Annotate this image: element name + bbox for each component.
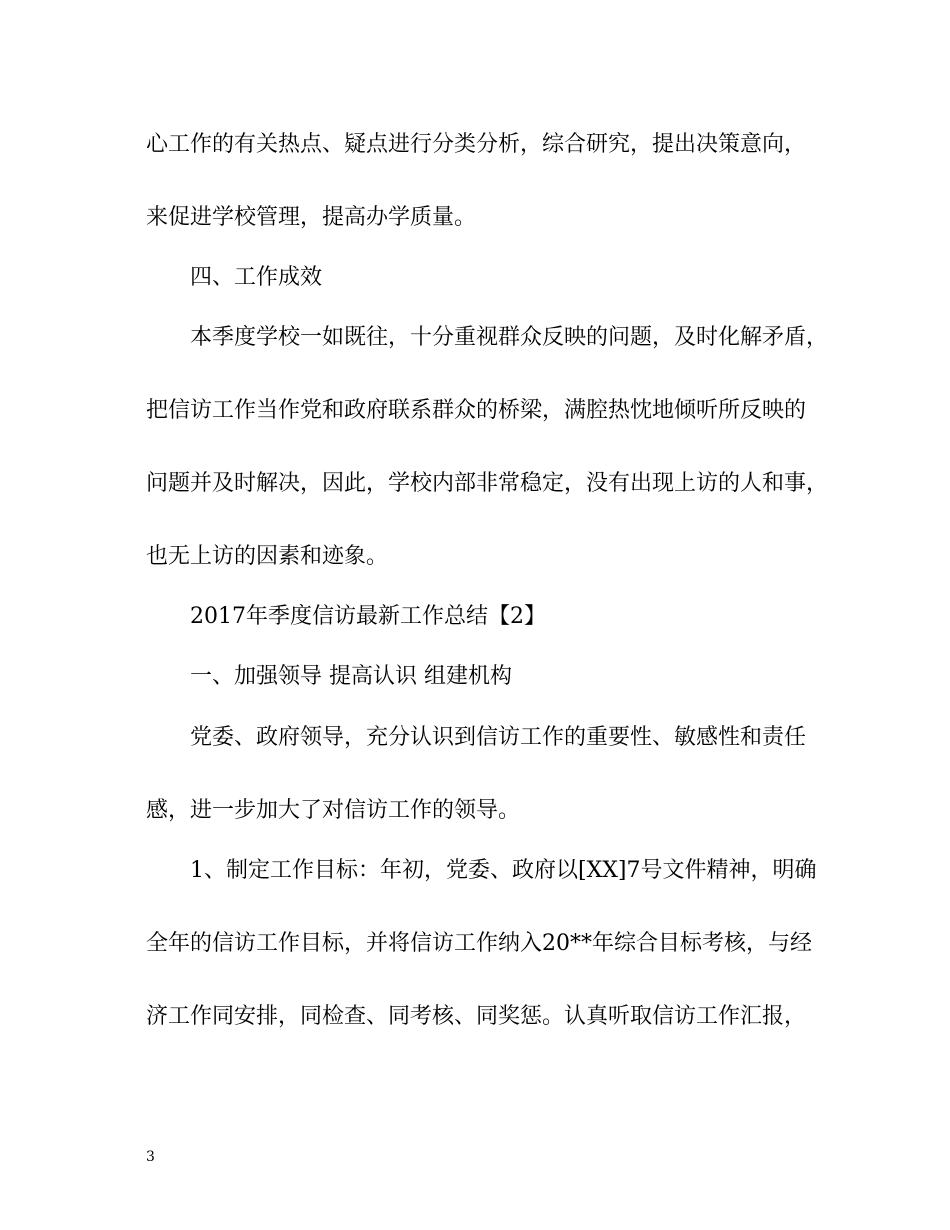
section-title: 2017年季度信访最新工作总结【2】 xyxy=(190,604,546,629)
paragraph-line: 来促进学校管理，提高办学质量。 xyxy=(146,205,477,230)
paragraph-line: 把信访工作当作党和政府联系群众的桥梁，满腔热忱地倾听所反映的 xyxy=(146,398,807,423)
paragraph-line: 问题并及时解决，因此，学校内部非常稳定，没有出现上访的人和事， xyxy=(146,471,829,496)
paragraph-line: 本季度学校一如既往，十分重视群众反映的问题，及时化解矛盾， xyxy=(190,325,829,350)
paragraph-line: 党委、政府领导，充分认识到信访工作的重要性、敏感性和责任 xyxy=(190,725,807,750)
paragraph-line: 感，进一步加大了对信访工作的领导。 xyxy=(146,798,521,823)
paragraph-line: 全年的信访工作目标，并将信访工作纳入20**年综合目标考核，与经 xyxy=(146,931,812,956)
paragraph-line: 1、制定工作目标：年初，党委、政府以[XX]7号文件精神，明确 xyxy=(190,858,817,883)
paragraph-line: 心工作的有关热点、疑点进行分类分析，综合研究，提出决策意向， xyxy=(146,132,807,157)
section-heading: 一、加强领导 提高认识 组建机构 xyxy=(190,664,512,689)
section-heading: 四、工作成效 xyxy=(190,265,323,290)
paragraph-line: 也无上访的因素和迹象。 xyxy=(146,544,389,569)
paragraph-line: 济工作同安排，同检查、同考核、同奖惩。认真听取信访工作汇报， xyxy=(146,1004,807,1029)
page-number: 3 xyxy=(146,1149,155,1165)
